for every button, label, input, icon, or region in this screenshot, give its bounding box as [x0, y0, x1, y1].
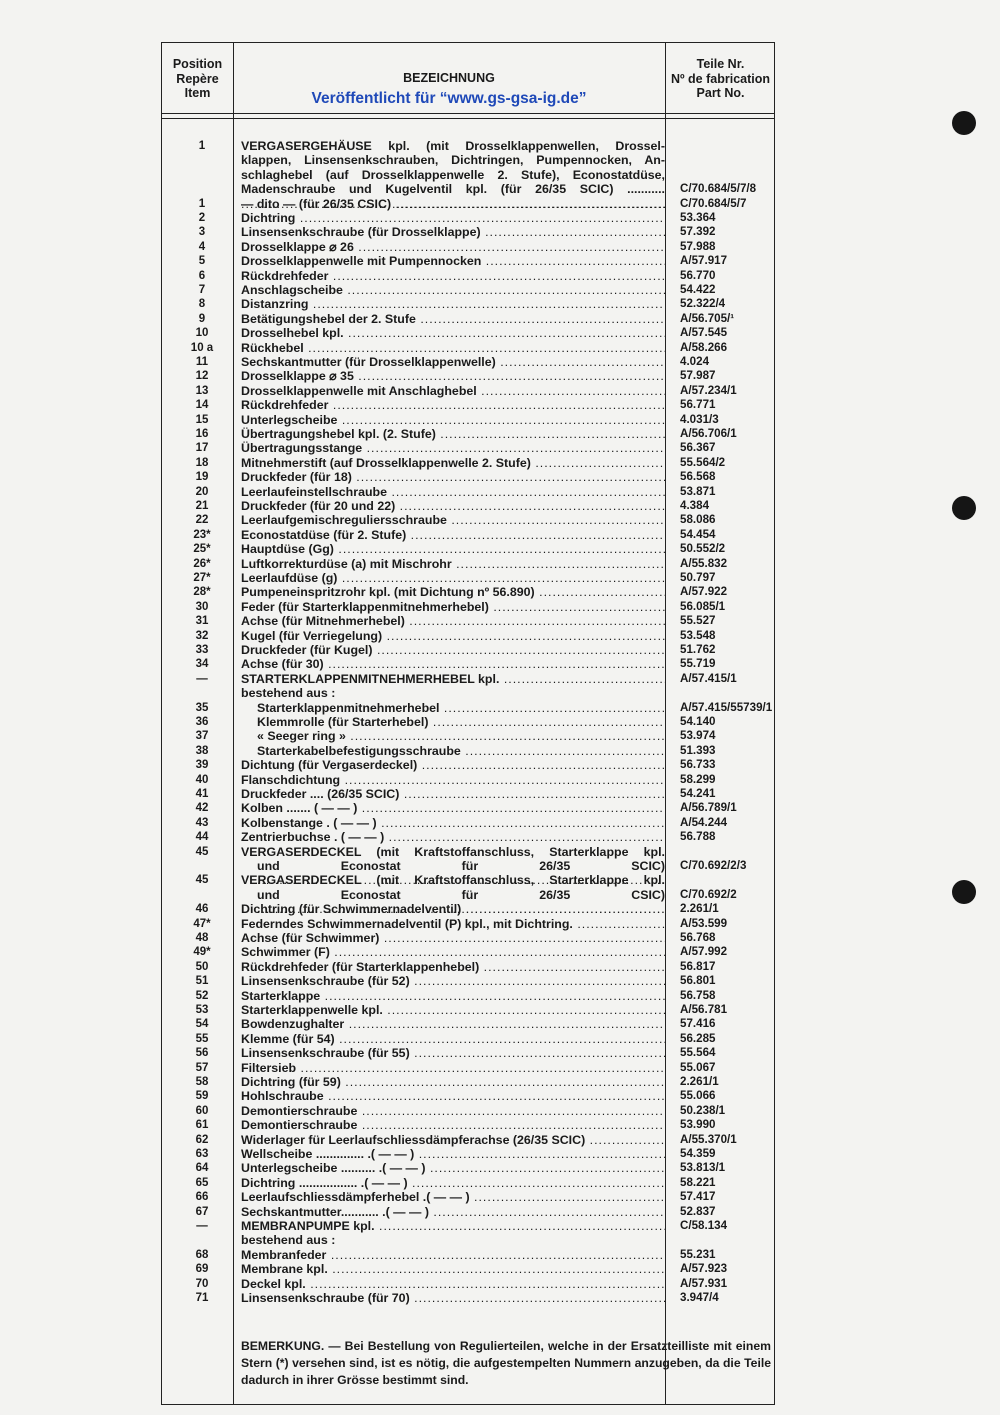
position-number: 46: [195, 903, 209, 916]
position-number: 54: [195, 1018, 209, 1031]
position-number: 1: [198, 140, 206, 152]
position-number: 17: [195, 442, 209, 455]
position-number: 16: [195, 428, 209, 440]
part-number: 4.384: [680, 499, 710, 512]
part-description: Wellscheibe .............. .( — — ) .....: [241, 1147, 665, 1161]
part-description: Starterklappenwelle kpl. .....: [241, 1003, 665, 1017]
part-description: Rückdrehfeder .....: [241, 398, 665, 412]
part-number: 53.364: [680, 211, 716, 224]
part-number: 50.797: [680, 571, 716, 584]
position-number: 62: [195, 1133, 209, 1146]
part-description: Kolben ....... ( — — ) .....: [241, 801, 665, 815]
part-number: 50.552/2: [680, 542, 726, 556]
position-number: 57: [195, 1061, 209, 1074]
part-number: C/70.684/5/7: [680, 196, 747, 210]
position-number: 69: [195, 1263, 209, 1276]
position-number: 27*: [193, 572, 211, 584]
part-description: Druckfeder .... (26/35 SCIC) .....: [241, 787, 665, 801]
part-description: Unterlegscheibe .......... .( — — ) .....: [241, 1161, 665, 1175]
position-number: 63: [195, 1148, 209, 1160]
part-description: VERGASERGEHÄUSE kpl. (mit Drosselklappenwellen, Drossel- klappen, Linsensenkschrauben, Dichtringen, Pumpennocken, An- schlaghebel (auf Drosselklappenwelle 2. Stufe), Econostatdüse, Madenschraube und Kugelventil kpl. (für 26/35 SCIC) ........... .....: [241, 139, 665, 211]
part-description: Zentrierbuchse . ( — — ) .....: [241, 830, 665, 844]
position-number: 50: [195, 960, 209, 973]
part-description: Pumpeneinspritzrohr kpl. (mit Dichtung nº 56.890) .....: [241, 585, 665, 599]
part-description: Rückdrehfeder .....: [241, 269, 665, 283]
position-number: 22: [195, 514, 209, 527]
part-number: 51.393: [680, 743, 716, 757]
part-description: bestehend aus :: [241, 1233, 336, 1248]
part-number: 57.417: [680, 1190, 716, 1204]
part-description: Dichtung (für Vergaserdeckel) .....: [241, 758, 665, 772]
part-description: Linsensenkschraube (für 55) .....: [241, 1046, 665, 1060]
watermark: Veröffentlicht für “www.gs-gsa-ig.de”: [311, 90, 587, 107]
position-number: 31: [195, 615, 209, 628]
part-number: C/70.692/2/3: [680, 858, 747, 872]
part-number: 53.548: [680, 628, 716, 642]
parts-table: [161, 42, 775, 1405]
position-number: 52: [195, 989, 209, 1002]
part-description: Drosselklappe ⌀ 26 .....: [241, 240, 665, 254]
position-number: 60: [195, 1104, 209, 1117]
part-number: 51.762: [680, 643, 716, 656]
part-description: « Seeger ring » .....: [257, 729, 665, 743]
part-number: 56.285: [680, 1031, 716, 1045]
part-description: Kugel (für Verriegelung) .....: [241, 629, 665, 643]
position-number: 56: [195, 1047, 209, 1060]
part-description: Hauptdüse (Gg) .....: [241, 542, 665, 556]
part-description: Econostatdüse (für 2. Stufe) .....: [241, 528, 665, 542]
part-description: Sechskantmutter........... .( — — ) .....: [241, 1205, 665, 1219]
position-number: 48: [195, 932, 209, 944]
part-number: 56.801: [680, 974, 716, 988]
part-number: 55.719: [680, 657, 716, 671]
part-number: 58.221: [680, 1175, 716, 1189]
part-description: Filtersieb .....: [241, 1061, 665, 1075]
part-number: 57.392: [680, 225, 716, 239]
part-description: Druckfeder (für Kugel) .....: [241, 643, 665, 657]
position-number: 51: [195, 975, 209, 988]
position-number: 13: [195, 384, 209, 397]
binder-hole: [952, 111, 976, 135]
position-number: 28*: [193, 586, 211, 599]
position-number: 64: [195, 1162, 209, 1175]
part-description: Kolbenstange . ( — — ) .....: [241, 816, 665, 830]
part-number: 55.067: [680, 1060, 716, 1074]
part-description: Starterkabelbefestigungsschraube .....: [257, 744, 665, 758]
part-number: C/70.692/2: [680, 887, 737, 901]
part-number: A/54.244: [680, 815, 728, 829]
position-number: 49*: [193, 946, 211, 959]
position-number: 12: [195, 370, 209, 383]
header-divider: [162, 113, 774, 114]
part-description: Demontierschraube .....: [241, 1118, 665, 1132]
position-number: 5: [198, 255, 206, 268]
part-number: A/53.599: [680, 916, 728, 930]
part-number: A/57.415/55739/1: [680, 700, 773, 714]
part-number-header: Teile Nr. Nº de fabrication Part No.: [670, 57, 771, 100]
position-number: 66: [195, 1191, 209, 1204]
part-description: Starterklappe .....: [241, 989, 665, 1003]
part-description: Schwimmer (F) .....: [241, 945, 665, 959]
part-number: 55.527: [680, 614, 716, 628]
part-number: 56.733: [680, 758, 716, 772]
part-number: 53.990: [680, 1118, 716, 1132]
part-description: Widerlager für Leerlaufschliessdämpferachse (26/35 SCIC) .....: [241, 1133, 665, 1147]
part-number: 52.322/4: [680, 297, 726, 311]
part-number: 54.359: [680, 1147, 716, 1160]
part-description: Rückdrehfeder (für Starterklappenhebel) .....: [241, 960, 665, 974]
part-description: Mitnehmerstift (auf Drosselklappenwelle 2. Stufe) .....: [241, 456, 665, 470]
part-number: A/56.706/1: [680, 427, 737, 440]
part-description: Leerlaufeinstellschraube .....: [241, 485, 665, 499]
position-number: —: [196, 1220, 208, 1232]
position-number: 26*: [193, 557, 211, 570]
position-number: 9: [198, 312, 206, 325]
position-number: 10 a: [190, 341, 214, 354]
position-number: 25*: [193, 543, 211, 556]
part-number: A/56.705/¹: [680, 311, 735, 325]
part-description: Dichtring ................. .( — — ) .....: [241, 1176, 665, 1190]
position-number: 19: [195, 471, 209, 484]
part-number: 55.066: [680, 1089, 716, 1103]
part-number: 56.367: [680, 441, 716, 455]
position-number: 2: [198, 212, 206, 224]
part-number: 57.987: [680, 369, 716, 383]
part-number: 53.813/1: [680, 1161, 726, 1175]
part-description: Dichtring (für Schwimmernadelventil) .....: [241, 902, 665, 916]
part-number: 56.568: [680, 470, 716, 484]
position-number: 3: [198, 226, 206, 239]
column-divider: [665, 43, 666, 1404]
part-number: 56.770: [680, 268, 716, 282]
part-number: 54.454: [680, 527, 716, 541]
part-description: VERGASERDECKEL (mit Kraftstoffanschluss, Starterklappe kpl. und Econostat für 26/35 SCIC) .....: [241, 845, 665, 888]
position-number: 61: [195, 1119, 209, 1132]
part-number: 56.771: [680, 398, 716, 412]
position-number: 53: [195, 1004, 209, 1016]
position-number: 1: [198, 197, 206, 210]
part-number: 56.817: [680, 959, 716, 973]
position-number: 43: [195, 816, 209, 829]
part-number: A/58.266: [680, 340, 728, 354]
part-number: A/56.789/1: [680, 801, 737, 815]
part-description: Hohlschraube .....: [241, 1089, 665, 1103]
part-number: A/57.992: [680, 945, 728, 959]
part-number: C/70.684/5/7/8: [680, 182, 757, 196]
header-divider: [162, 118, 774, 119]
position-number: 40: [195, 773, 209, 786]
part-description: MEMBRANPUMPE kpl. .....: [241, 1219, 665, 1233]
part-number: A/57.931: [680, 1276, 728, 1290]
position-number: 14: [195, 399, 209, 412]
position-number: 45: [195, 874, 209, 887]
part-description: Drosselklappenwelle mit Anschlaghebel .....: [241, 384, 665, 398]
position-number: 68: [195, 1248, 209, 1261]
part-number: 55.564/2: [680, 455, 726, 469]
position-number: 18: [195, 456, 209, 469]
part-description: Flanschdichtung .....: [241, 773, 665, 787]
part-description: — dito — (für 26/35 CSIC) .....: [241, 197, 665, 211]
remark-note: BEMERKUNG. — Bei Bestellung von Regulierteilen, welche in der Ersatzteilliste mit einem Stern (*) versehen sind, ist es nötig, die aufgestempelten Nummern anzugeben, da die Teile dadurch in ihrer Grösse bestimmt sind.: [241, 1339, 771, 1387]
part-description: Klemme (für 54) .....: [241, 1032, 665, 1046]
position-number: 21: [195, 500, 209, 512]
part-description: Drosselklappenwelle mit Pumpennocken .....: [241, 254, 665, 268]
part-description: Sechskantmutter (für Drosselklappenwelle) .....: [241, 355, 665, 369]
position-number: 37: [195, 730, 209, 743]
part-number: 2.261/1: [680, 1075, 719, 1088]
position-number: —: [196, 672, 208, 685]
position-number: 67: [195, 1205, 209, 1218]
part-number: 56.768: [680, 931, 716, 944]
part-number: 57.416: [680, 1017, 716, 1031]
part-description: Distanzring .....: [241, 297, 665, 311]
part-description: Druckfeder (für 20 und 22) .....: [241, 499, 665, 513]
part-description: Federndes Schwimmernadelventil (P) kpl., mit Dichtring. .....: [241, 917, 665, 931]
part-description: Anschlagscheibe .....: [241, 283, 665, 297]
position-number: 8: [198, 298, 206, 311]
part-number: 58.299: [680, 772, 716, 786]
position-number: 65: [195, 1176, 209, 1189]
part-number: 55.564: [680, 1046, 716, 1060]
position-number: 6: [198, 269, 206, 282]
part-number: A/57.922: [680, 585, 728, 599]
part-number: 50.238/1: [680, 1103, 726, 1117]
part-number: 54.140: [680, 715, 716, 728]
position-number: 30: [195, 600, 209, 613]
position-number: 36: [195, 716, 209, 728]
part-description: Übertragungsstange .....: [241, 441, 665, 455]
part-description: Membranfeder .....: [241, 1248, 665, 1262]
part-number: 56.758: [680, 988, 716, 1002]
part-description: Klemmrolle (für Starterhebel) .....: [257, 715, 665, 729]
position-number: 58: [195, 1076, 209, 1088]
position-number: 20: [195, 485, 209, 498]
binder-hole: [952, 880, 976, 904]
part-description: Leerlaufgemischreguliersschraube .....: [241, 513, 665, 527]
part-description: Unterlegscheibe .....: [241, 413, 665, 427]
part-number: C/58.134: [680, 1219, 728, 1232]
position-number: 23*: [193, 528, 211, 541]
part-description: Achse (für 30) .....: [241, 657, 665, 671]
part-number: 3.947/4: [680, 1291, 719, 1304]
part-number: 4.031/3: [680, 412, 719, 426]
part-description: Achse (für Mitnehmerhebel) .....: [241, 614, 665, 628]
part-number: 54.422: [680, 283, 716, 296]
part-number: 53.871: [680, 484, 716, 498]
position-number: 45: [195, 845, 209, 858]
part-number: 56.788: [680, 830, 716, 844]
position-number: 32: [195, 629, 209, 642]
part-description: Starterklappenmitnehmerhebel .....: [257, 701, 665, 715]
part-description: Deckel kpl. .....: [241, 1277, 665, 1291]
part-number: A/57.917: [680, 254, 728, 268]
position-number: 39: [195, 759, 209, 772]
part-description: Luftkorrekturdüse (a) mit Mischrohr .....: [241, 557, 665, 571]
position-number: 15: [195, 413, 209, 426]
part-number: A/57.545: [680, 326, 728, 340]
part-description: bestehend aus :: [241, 686, 336, 701]
part-description: Linsensenkschraube (für Drosselklappe) .....: [241, 225, 665, 239]
part-number: A/57.234/1: [680, 383, 737, 397]
position-number: 34: [195, 658, 209, 671]
description-header: BEZEICHNUNG: [403, 71, 495, 85]
part-description: Leerlaufschliessdämpferhebel .( — — ) .....: [241, 1190, 665, 1204]
position-number: 44: [195, 831, 209, 844]
part-description: Linsensenkschraube (für 70) .....: [241, 1291, 665, 1305]
part-number: A/57.923: [680, 1262, 728, 1276]
position-number: 38: [195, 744, 209, 757]
part-number: A/57.415/1: [680, 671, 737, 685]
part-description: Betätigungshebel der 2. Stufe .....: [241, 312, 665, 326]
position-number: 42: [195, 802, 209, 815]
part-number: 54.241: [680, 787, 716, 800]
part-number: A/55.370/1: [680, 1132, 737, 1146]
position-number: 35: [195, 701, 209, 714]
part-description: Drosselklappe ⌀ 35 .....: [241, 369, 665, 383]
position-number: 33: [195, 644, 209, 656]
position-number: 71: [195, 1292, 209, 1304]
part-description: Bowdenzughalter .....: [241, 1017, 665, 1031]
part-number: 4.024: [680, 355, 710, 368]
part-number: 55.231: [680, 1247, 716, 1261]
position-number: 11: [195, 356, 209, 368]
position-number: 7: [198, 284, 206, 296]
part-number: 2.261/1: [680, 902, 719, 916]
part-description: Übertragungshebel kpl. (2. Stufe) .....: [241, 427, 665, 441]
position-number: 47*: [193, 917, 211, 930]
part-description: Demontierschraube .....: [241, 1104, 665, 1118]
part-number: A/56.781: [680, 1003, 728, 1016]
position-number: 59: [195, 1090, 209, 1103]
part-number: 53.974: [680, 729, 716, 743]
part-description: STARTERKLAPPENMITNEHMERHEBEL kpl. .....: [241, 672, 665, 686]
part-number: 56.085/1: [680, 599, 726, 613]
part-number: A/55.832: [680, 556, 728, 570]
position-header: Position Repère Item: [172, 57, 223, 100]
position-number: 41: [195, 788, 209, 800]
binder-hole: [952, 496, 976, 520]
part-description: Leerlaufdüse (g) .....: [241, 571, 665, 585]
position-number: 4: [198, 240, 206, 253]
position-number: 70: [195, 1277, 209, 1290]
part-number: 52.837: [680, 1204, 716, 1218]
part-description: Linsensenkschraube (für 52) .....: [241, 974, 665, 988]
position-number: 55: [195, 1032, 209, 1045]
part-description: Dichtring .....: [241, 211, 665, 225]
part-description: Achse (für Schwimmer) .....: [241, 931, 665, 945]
part-description: Dichtring (für 59) .....: [241, 1075, 665, 1089]
part-description: Rückhebel .....: [241, 341, 665, 355]
part-number: 58.086: [680, 513, 716, 527]
part-description: Feder (für Starterklappenmitnehmerhebel) .....: [241, 600, 665, 614]
position-number: 10: [195, 327, 209, 340]
part-description: VERGASERDECKEL (mit Kraftstoffanschluss, Starterklappe kpl. und Econostat für 26/35 CSIC) .....: [241, 873, 665, 916]
part-description: Drosselhebel kpl. .....: [241, 326, 665, 340]
part-description: Druckfeder (für 18) .....: [241, 470, 665, 484]
part-description: Membrane kpl. .....: [241, 1262, 665, 1276]
part-number: 57.988: [680, 239, 716, 253]
